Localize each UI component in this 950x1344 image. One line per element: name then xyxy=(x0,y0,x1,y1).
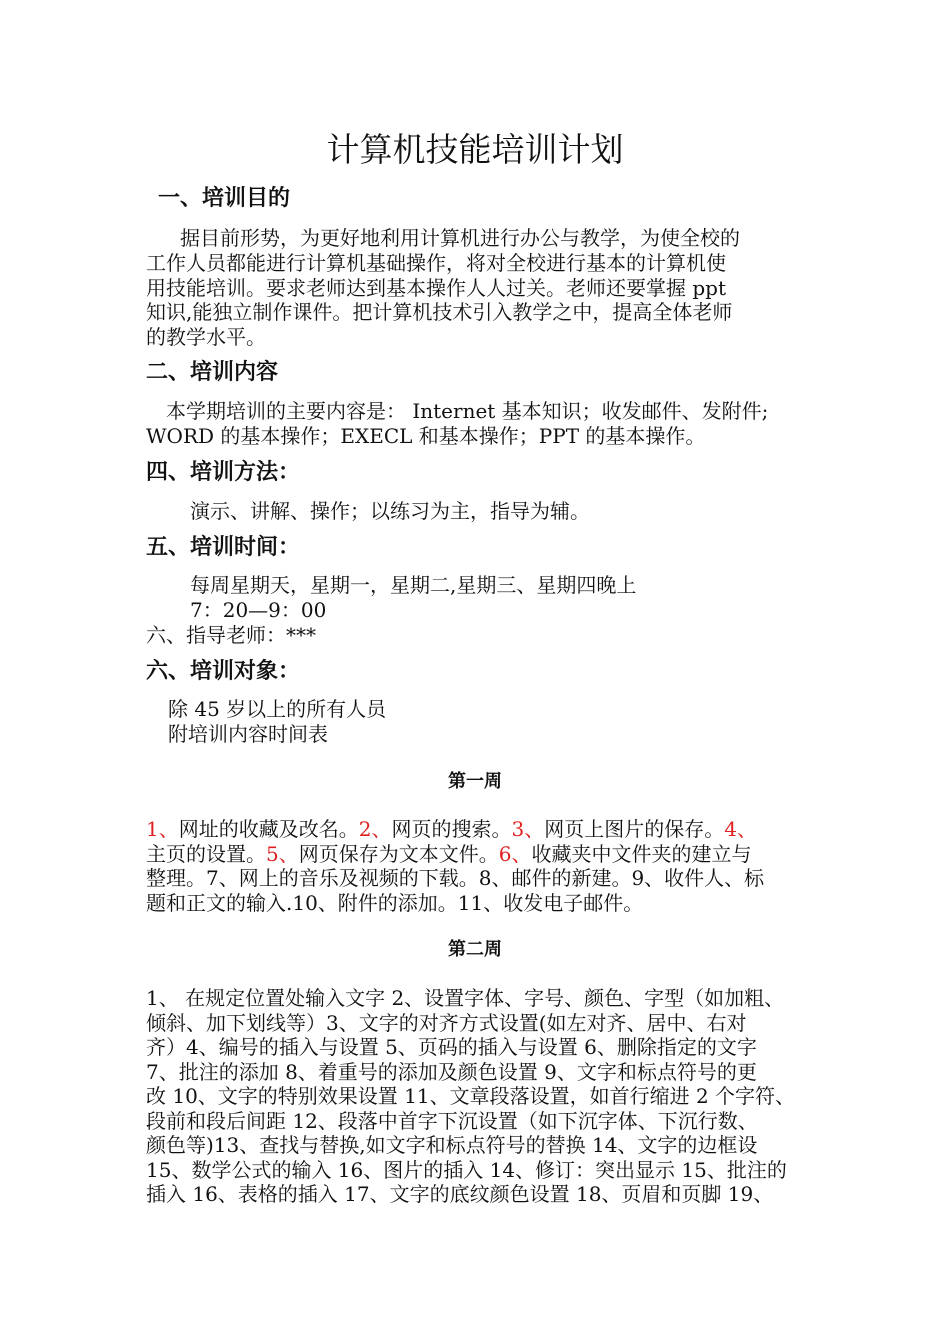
time-line-2: 7：20—9：00 xyxy=(190,598,327,622)
heading-method: 四、培训方法： xyxy=(146,460,301,485)
purpose-line: 据目前形势，为更好地利用计算机进行办公与教学，为使全校的 xyxy=(180,226,740,250)
document-title: 计算机技能培训计划 xyxy=(326,130,624,169)
target-line-2: 附培训内容时间表 xyxy=(168,722,328,746)
week1-line xyxy=(146,842,751,867)
purpose-line: 工作人员都能进行计算机基础操作，将对全校进行基本的计算机使 xyxy=(146,251,726,275)
item-text: 网页保存为文本文件。 xyxy=(298,842,499,866)
item-text: 题和正文的输入.10、附件的添加。11、收发电子邮件。 xyxy=(146,891,644,915)
week1-line xyxy=(146,891,643,916)
method-text: 演示、讲解、操作；以练习为主，指导为辅。 xyxy=(190,499,590,523)
item-text: 收藏夹中文件夹的建立与 xyxy=(531,842,752,866)
week2-line: 颜色等)13、查找与替换,如文字和标点符号的替换 14、文字的边框设 xyxy=(146,1133,758,1157)
item-text: 网页的搜索。 xyxy=(391,817,512,841)
week2-line: 齐）4、编号的插入与设置 5、页码的插入与设置 6、删除指定的文字 xyxy=(146,1035,757,1059)
heading-time: 五、培训时间： xyxy=(146,535,301,560)
purpose-line: 知识,能独立制作课件。把计算机技术引入教学之中，提高全体老师 xyxy=(146,300,733,324)
heading-content: 二、培训内容 xyxy=(146,360,279,385)
item-text: 整理。7、网上的音乐及视频的下载。8、邮件的新建。9、收件人、标 xyxy=(146,866,765,890)
week2-heading: 第二周 xyxy=(448,939,502,960)
content-line: WORD 的基本操作；EXECL 和基本操作；PPT 的基本操作。 xyxy=(146,424,706,448)
item-number: 5、 xyxy=(266,842,299,866)
item-number: 4、 xyxy=(724,817,757,841)
week2-line: 插入 16、表格的插入 17、文字的底纹颜色设置 18、页眉和页脚 19、 xyxy=(146,1182,774,1206)
week1-line xyxy=(146,866,764,891)
week2-line: 1、 在规定位置处输入文字 2、设置字体、字号、颜色、字型（如加粗、 xyxy=(146,986,785,1010)
item-text: 主页的设置。 xyxy=(146,842,266,866)
target-line-1: 除 45 岁以上的所有人员 xyxy=(168,697,387,721)
week1-line xyxy=(146,817,757,842)
teacher-line: 六、指导老师：*** xyxy=(146,623,316,647)
week1-heading: 第一周 xyxy=(448,771,502,792)
heading-target: 六、培训对象： xyxy=(146,659,301,684)
item-number: 2、 xyxy=(358,817,392,841)
item-text: 网址的收藏及改名。 xyxy=(178,817,359,841)
week2-line: 倾斜、加下划线等）3、文字的对齐方式设置(如左对齐、居中、右对 xyxy=(146,1011,747,1035)
heading-purpose: 一、培训目的 xyxy=(158,186,291,211)
purpose-line: 的教学水平。 xyxy=(146,325,266,349)
item-number: 1、 xyxy=(146,817,179,841)
week2-line: 7、批注的添加 8、着重号的添加及颜色设置 9、文字和标点符号的更 xyxy=(146,1060,757,1084)
week2-line: 改 10、文字的特别效果设置 11、文章段落设置，如首行缩进 2 个字符、 xyxy=(146,1084,796,1108)
item-text: 网页上图片的保存。 xyxy=(544,817,725,841)
content-line: 本学期培训的主要内容是： Internet 基本知识；收发邮件、发附件; xyxy=(166,399,769,423)
time-line-1: 每周星期天，星期一，星期二,星期三、星期四晚上 xyxy=(190,573,637,597)
item-number: 6、 xyxy=(498,842,532,866)
week2-line: 15、数学公式的输入 16、图片的插入 14、修订：突出显示 15、批注的 xyxy=(146,1158,787,1182)
item-number: 3、 xyxy=(511,817,545,841)
purpose-line: 用技能培训。要求老师达到基本操作人人过关。老师还要掌握 ppt xyxy=(146,276,726,300)
week2-line: 段前和段后间距 12、段落中首字下沉设置（如下沉字体、下沉行数、 xyxy=(146,1109,758,1133)
